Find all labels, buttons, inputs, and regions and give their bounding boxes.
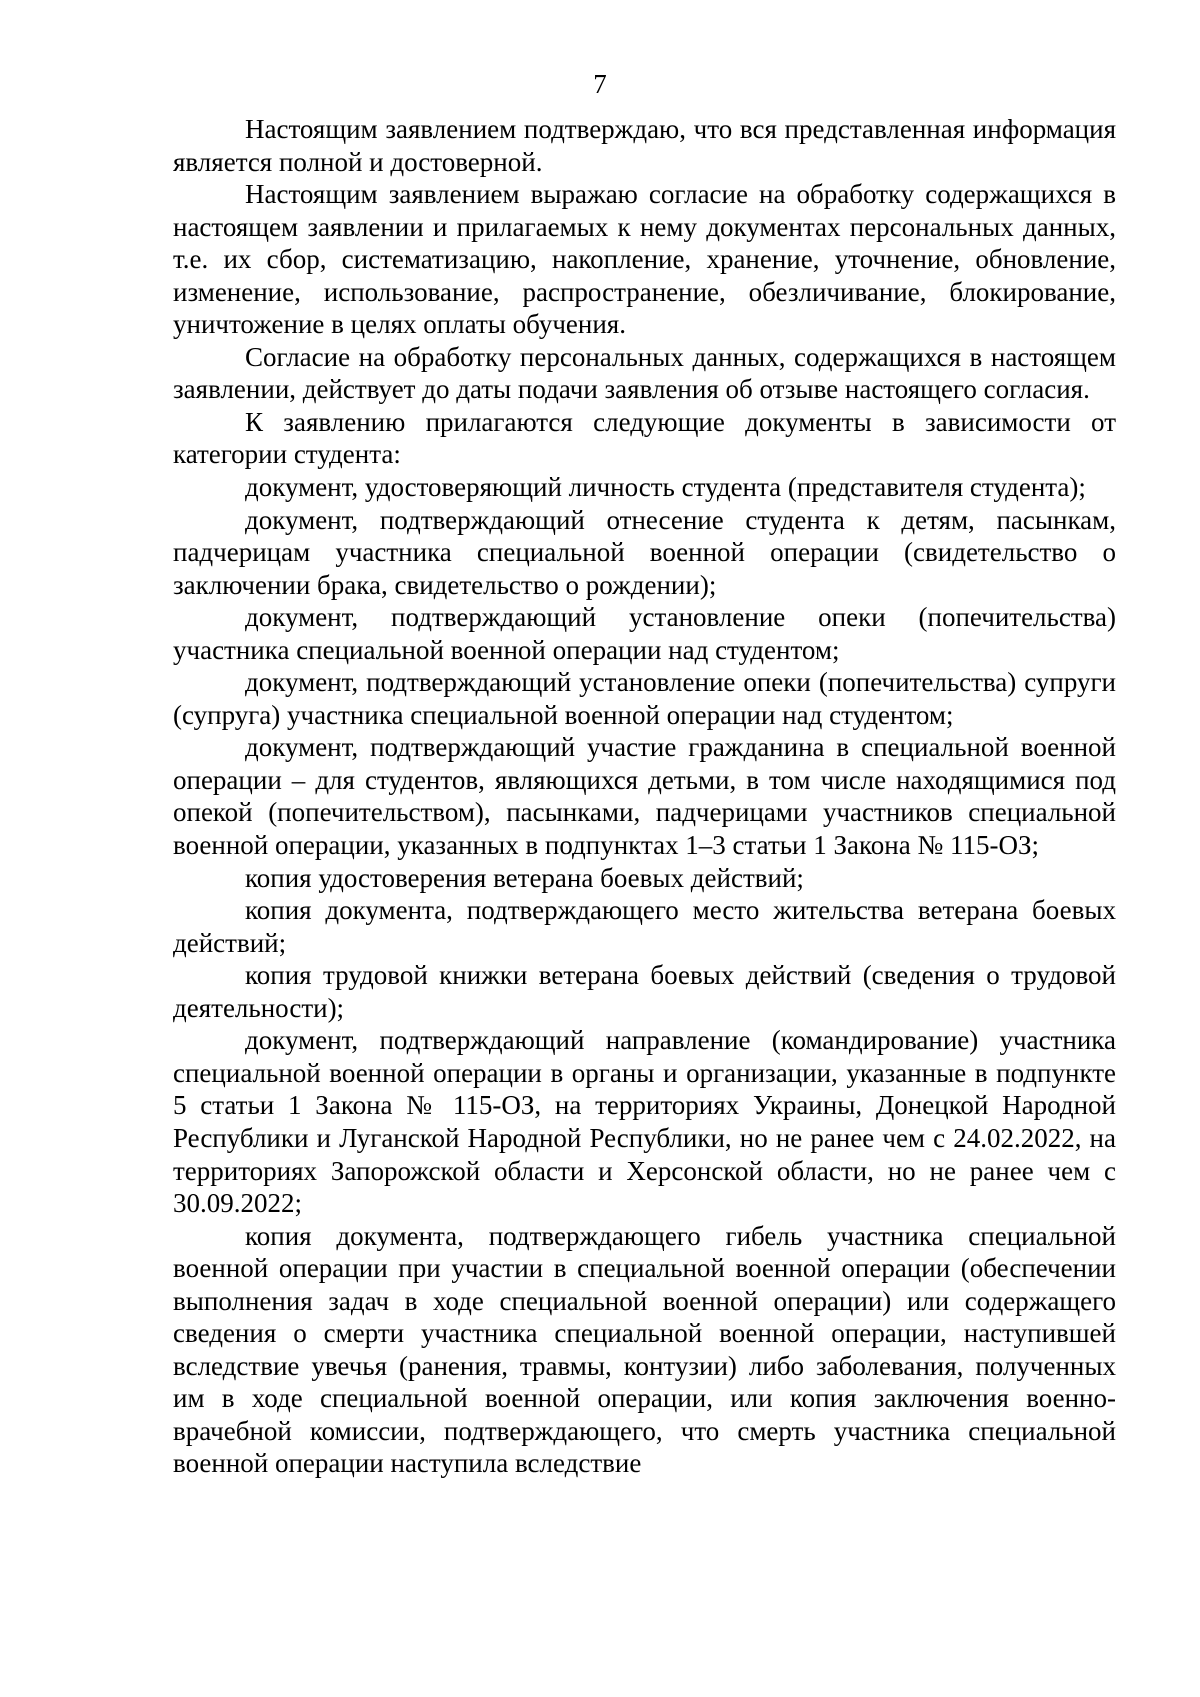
list-item-kinship-document: документ, подтверждающий отнесение студента к детям, пасынкам, падчерицам участника специальной военной операции (свидетельство о заключении брака, свидетельство о рождении); bbox=[173, 504, 1116, 600]
page-number: 7 bbox=[593, 69, 607, 99]
list-item-assignment-document: документ, подтверждающий направление (командирование) участника специальной военной операции в органы и организации, указанные в подпункте 5 статьи 1 Закона № 115-ОЗ, на территориях Украины, Донецкой Народной Республики и Луганской Народной Республики, но не ранее чем с 24.02.2022, на территориях Запорожской области и Херсонской области, но не ранее чем с 30.09.2022; bbox=[173, 1025, 1116, 1219]
list-item-veteran-workbook: копия трудовой книжки ветерана боевых действий (сведения о трудовой деятельности); bbox=[173, 960, 1116, 1023]
list-item-guardianship-participant: документ, подтверждающий установление опеки (попечительства) участника специальной военной операции над студентом; bbox=[173, 602, 1116, 665]
paragraph-consent-validity: Согласие на обработку персональных данных, содержащихся в настоящем заявлении, действует до даты подачи заявления об отзыве настоящего согласия. bbox=[173, 341, 1116, 405]
document-body bbox=[173, 113, 1116, 1480]
list-item-participation-document: документ, подтверждающий участие гражданина в специальной военной операции – для студентов, являющихся детьми, в том числе находящимися под опекой (попечительством), пасынками, падчерицами участников специальной военной операции, указанных в подпунктах 1–3 статьи 1 Закона № 115-ОЗ; bbox=[173, 732, 1116, 861]
list-item-veteran-residence: копия документа, подтверждающего место жительства ветерана боевых действий; bbox=[173, 895, 1116, 958]
list-item-veteran-certificate: копия удостоверения ветерана боевых действий; bbox=[245, 862, 804, 893]
paragraph-attachments-intro: К заявлению прилагаются следующие документы в зависимости от категории студента: bbox=[173, 406, 1116, 470]
list-item-identity-document: документ, удостоверяющий личность студента (представителя студента); bbox=[245, 472, 1086, 503]
paragraph-confirmation: Настоящим заявлением подтверждаю, что вся представленная информация является полной и достоверной. bbox=[173, 114, 1116, 177]
list-item-death-document: копия документа, подтверждающего гибель участника специальной военной операции при участии в специальной военной операции (обеспечении выполнения задач в ходе специальной военной операции) или содержащего сведения о смерти участника специальной военной операции, наступившей вследствие увечья (ранения, травмы, контузии) либо заболевания, полученных им в ходе специальной военной операции, или копия заключения военно-врачебной комиссии, подтверждающего, что смерть участника специальной военной операции наступила вследствие bbox=[173, 1220, 1116, 1479]
list-item-guardianship-spouse: документ, подтверждающий установление опеки (попечительства) супруги (супруга) участника специальной военной операции над студентом; bbox=[173, 667, 1116, 730]
paragraph-consent: Настоящим заявлением выражаю согласие на обработку содержащихся в настоящем заявлении и прилагаемых к нему документах персональных данных, т.е. их сбор, систематизацию, накопление, хранение, уточнение, обновление, изменение, использование, распространение, обезличивание, блокирование, уничтожение в целях оплаты обучения. bbox=[173, 179, 1116, 340]
